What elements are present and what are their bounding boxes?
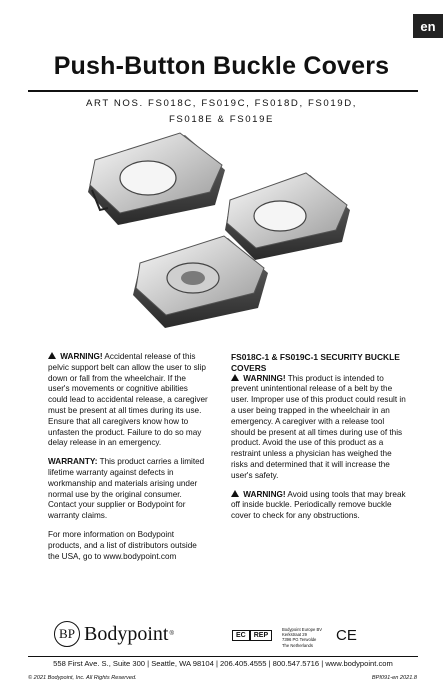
title-rule	[28, 90, 418, 92]
warning1-label: WARNING!	[243, 373, 286, 383]
bodypoint-logo	[54, 621, 174, 647]
warranty-paragraph	[48, 457, 208, 522]
language-tab: en	[413, 14, 443, 38]
eu-rep-line: Bodypoint Europe BV	[282, 627, 323, 632]
eu-rep-line: Kerkstraat 29	[282, 632, 307, 638]
warning1-paragraph	[231, 374, 406, 482]
eu-rep-line: The Netherlands	[282, 642, 313, 648]
warning-icon	[48, 352, 56, 359]
right-column	[231, 352, 406, 530]
warning2-text: Avoid using tools that may break off inside buckle. Periodically remove buckle cover to check for any obstructions.	[231, 489, 406, 521]
article-numbers	[60, 96, 383, 128]
warning-icon	[231, 490, 239, 497]
buckle-cover-1	[88, 133, 225, 225]
warning1-text: This product is intended to prevent unintentional release of a belt by the user. Improper use of this product could result in a user being trapped in the wheelchair in an emergency. A caregiver with a release tool should be present at all times during use of this product. Avoid the use of this product as a restraint unless a physician has weighed the risks and determined that it will increase the user's safety.	[231, 373, 406, 480]
trademark-symbol: ®	[169, 631, 174, 637]
warranty-label: WARRANTY:	[48, 457, 98, 467]
warning2-label: WARNING!	[243, 489, 286, 499]
left-column	[48, 352, 208, 570]
article-numbers-line2: FS018E & FS019E	[168, 114, 275, 125]
security-covers-heading: FS018C-1 & FS019C-1 SECURITY BUCKLE COVERS	[231, 352, 400, 373]
footer-rule	[28, 656, 418, 657]
warning-text: Accidental release of this pelvic support belt can allow the user to slip down or fall from the wheelchair. If the user's movements or cognitive abilities could lead to accidental release, a caregiver must be present at all times during its use. Ensure that all caregivers know how to unfasten the product. Failure to do so may delay release in an emergency.	[48, 352, 208, 448]
ec-rep-symbol	[232, 630, 272, 641]
page-title: Push-Button Buckle Covers	[53, 52, 390, 80]
warranty-text: This product carries a limited lifetime warranty against defects in workmanship and materials arising under normal use by the original consumer. Contact your supplier or Bodypoint for warranty claims.	[48, 457, 205, 521]
warning-paragraph	[48, 352, 208, 449]
ce-mark: CE	[336, 627, 357, 644]
buckle-cover-2	[225, 173, 350, 260]
eu-rep-line: 7396 PG Terwolde	[282, 637, 317, 643]
warning-icon	[231, 374, 239, 381]
bodypoint-logo-mark: BP	[54, 621, 80, 647]
ec-label: EC	[232, 630, 250, 641]
eu-rep-address	[282, 627, 322, 648]
document-number: BPI091-en 2021.8	[371, 675, 417, 681]
rep-label: REP	[250, 630, 272, 641]
article-numbers-line1: ART NOS. FS018C, FS019C, FS018D, FS019D,	[85, 98, 358, 109]
copyright-notice: © 2021 Bodypoint, Inc. All Rights Reserved.	[28, 675, 137, 681]
bodypoint-wordmark: Bodypoint	[84, 622, 169, 645]
buckle-covers-illustration	[0, 130, 443, 335]
warning2-paragraph	[231, 490, 406, 522]
warning-label: WARNING!	[60, 352, 103, 361]
more-info-paragraph: For more information on Bodypoint products, and a list of distributors outside the USA, go to www.bodypoint.com	[48, 529, 197, 561]
footer-address: 558 First Ave. S., Suite 300 | Seattle, WA 98104 | 206.405.4555 | 800.547.5716 | www.bodypoint.com	[53, 659, 393, 668]
